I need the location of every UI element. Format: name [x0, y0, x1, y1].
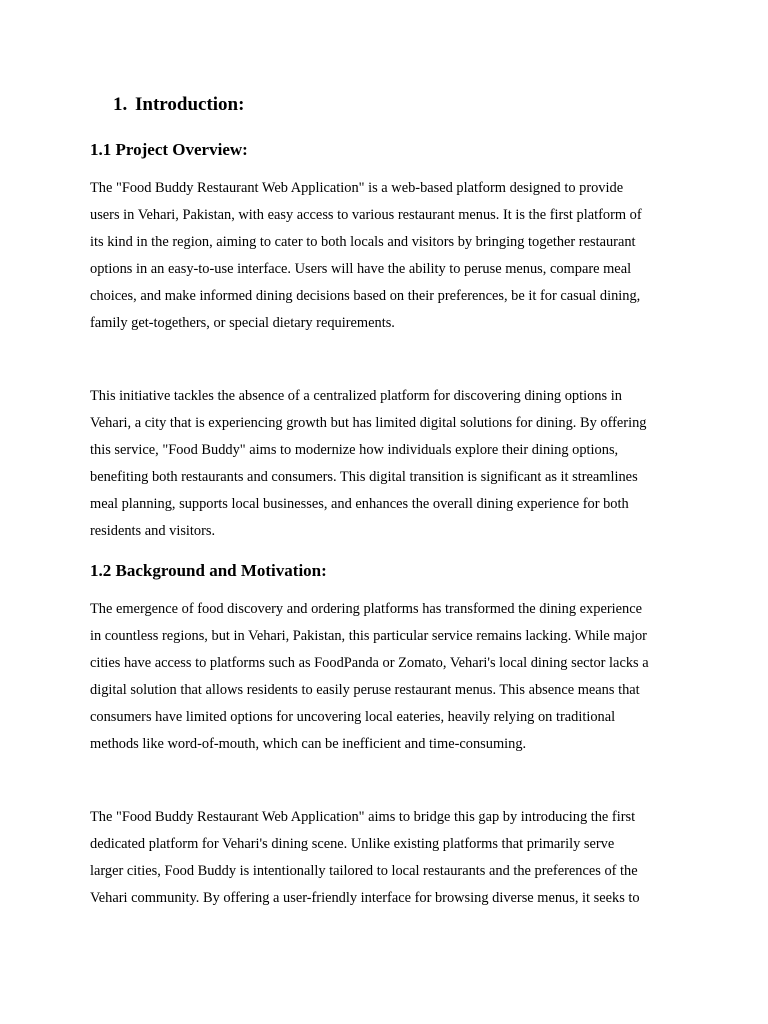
- paragraph-line: consumers have limited options for uncovering local eateries, heavily relying on traditional: [90, 709, 616, 725]
- paragraph-line: methods like word-of-mouth, which can be inefficient and time-consuming.: [90, 736, 527, 752]
- paragraph-line: this service, "Food Buddy" aims to modernize how individuals explore their dining options,: [90, 442, 619, 458]
- paragraph-background-1: [90, 596, 690, 758]
- paragraph-background-2: [90, 804, 690, 912]
- paragraph-line: Vehari, a city that is experiencing growth but has limited digital solutions for dining. By offering: [90, 415, 647, 431]
- paragraph-line: options in an easy-to-use interface. Users will have the ability to peruse menus, compare meal: [90, 261, 632, 277]
- paragraph-line: This initiative tackles the absence of a centralized platform for discovering dining options in: [90, 388, 622, 404]
- paragraph-line: residents and visitors.: [90, 523, 216, 539]
- paragraph-line: in countless regions, but in Vehari, Pakistan, this particular service remains lacking. While major: [90, 628, 647, 644]
- paragraph-line: choices, and make informed dining decisions based on their preferences, be it for casual dining,: [90, 288, 641, 304]
- paragraph-overview-1: [90, 175, 690, 337]
- chapter-number: 1.: [113, 94, 128, 115]
- section-heading-project-overview: 1.1 Project Overview:: [90, 140, 248, 159]
- paragraph-line: The "Food Buddy Restaurant Web Application" aims to bridge this gap by introducing the first: [90, 809, 636, 825]
- paragraph-line: larger cities, Food Buddy is intentionally tailored to local restaurants and the preferences of the: [90, 863, 638, 879]
- chapter-heading: [113, 91, 244, 119]
- paragraph-line: Vehari community. By offering a user-friendly interface for browsing diverse menus, it seeks to: [90, 890, 640, 906]
- paragraph-line: benefiting both restaurants and consumers. This digital transition is significant as it streamlines: [90, 469, 638, 485]
- paragraph-line: meal planning, supports local businesses, and enhances the overall dining experience for both: [90, 496, 629, 512]
- paragraph-line: dedicated platform for Vehari's dining scene. Unlike existing platforms that primarily serve: [90, 836, 615, 852]
- paragraph-overview-2: [90, 383, 690, 545]
- paragraph-line: family get-togethers, or special dietary requirements.: [90, 315, 395, 331]
- paragraph-line: cities have access to platforms such as FoodPanda or Zomato, Vehari's local dining sector lacks a: [90, 655, 649, 671]
- paragraph-line: digital solution that allows residents to easily peruse restaurant menus. This absence means that: [90, 682, 640, 698]
- paragraph-line: The "Food Buddy Restaurant Web Application" is a web-based platform designed to provide: [90, 180, 624, 196]
- chapter-title: Introduction:: [135, 94, 245, 115]
- paragraph-line: The emergence of food discovery and ordering platforms has transformed the dining experience: [90, 601, 642, 617]
- section-heading-background-motivation: 1.2 Background and Motivation:: [90, 561, 327, 580]
- paragraph-line: its kind in the region, aiming to cater to both locals and visitors by bringing together restaurant: [90, 234, 636, 250]
- paragraph-line: users in Vehari, Pakistan, with easy access to various restaurant menus. It is the first platform of: [90, 207, 642, 223]
